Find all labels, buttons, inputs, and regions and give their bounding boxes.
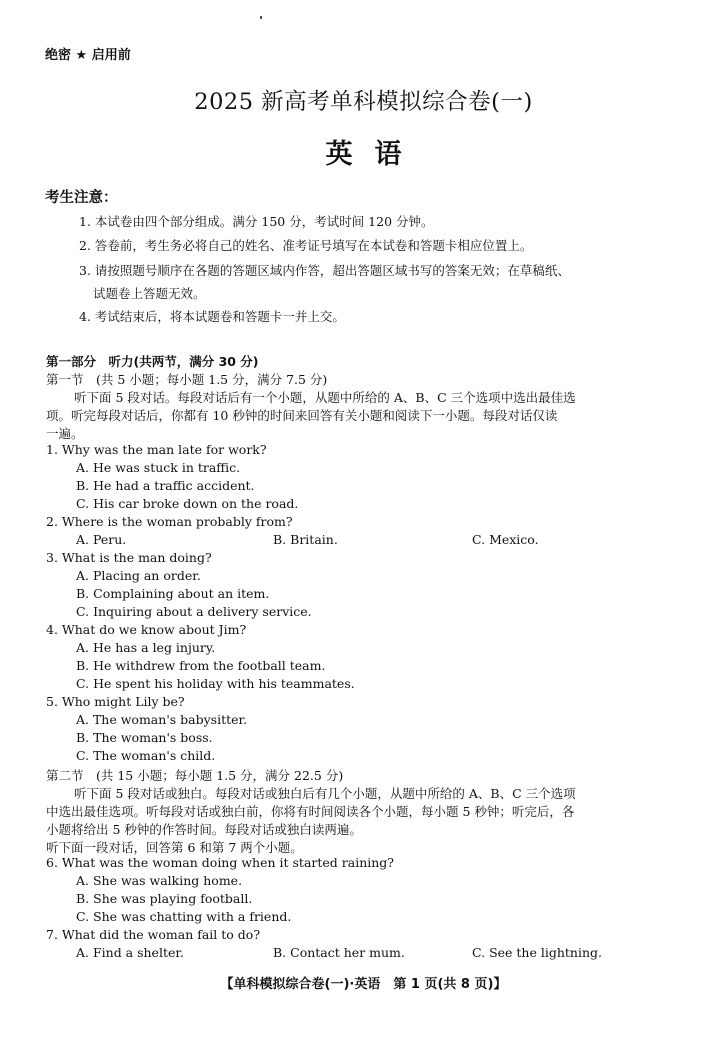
option: B. Complaining about an item. (76, 586, 270, 601)
option: C. Mexico. (472, 532, 539, 547)
notice-item: 3. 请按照题号顺序在各题的答题区域内作答，超出答题区域书写的答案无效；在草稿纸、 (79, 263, 570, 278)
question: 2. Where is the woman probably from? (46, 514, 293, 529)
section1-instructions: 一遍。 (46, 426, 84, 441)
option: C. See the lightning. (472, 945, 602, 960)
section2-instructions: 听下面 5 段对话或独白。每段对话或独白后有几个小题，从题中所给的 A、B、C 三个选项 (74, 786, 576, 801)
option: A. Find a shelter. (76, 945, 184, 960)
question: 4. What do we know about Jim? (46, 622, 247, 637)
section2-intro: 听下面一段对话，回答第 6 和第 7 两个小题。 (46, 840, 303, 855)
option: A. She was walking home. (76, 873, 243, 888)
question: 5. Who might Lily be? (46, 694, 185, 709)
section2-heading: 第二节 (共 15 小题；每小题 1.5 分，满分 22.5 分) (46, 768, 344, 783)
option: B. He withdrew from the football team. (76, 658, 326, 673)
option: B. She was playing football. (76, 891, 253, 906)
notice-item: 4. 考试结束后，将本试题卷和答题卡一并上交。 (79, 309, 345, 324)
option: A. Peru. (76, 532, 127, 547)
option: A. He was stuck in traffic. (76, 460, 241, 475)
notice-item: 试题卷上答题无效。 (93, 286, 206, 301)
notice-heading: 考生注意： (45, 190, 118, 206)
subject-title: 英语 (325, 139, 424, 170)
option: C. He spent his holiday with his teammates. (76, 676, 355, 691)
option: B. The woman's boss. (76, 730, 213, 745)
question: 7. What did the woman fail to do? (46, 927, 261, 942)
scan-mark (260, 16, 262, 19)
confidential-label: 绝密 ★ 启用前 (45, 48, 131, 63)
option: A. The woman's babysitter. (76, 712, 248, 727)
notice-item: 2. 答卷前，考生务必将自己的姓名、准考证号填写在本试卷和答题卡相应位置上。 (79, 238, 533, 253)
option: B. Britain. (273, 532, 338, 547)
exam-title: 2025 新高考单科模拟综合卷(一) (194, 89, 533, 115)
option: C. Inquiring about a delivery service. (76, 604, 312, 619)
question: 6. What was the woman doing when it started raining? (46, 855, 394, 870)
option: C. The woman's child. (76, 748, 216, 763)
part1-heading: 第一部分 听力(共两节，满分 30 分) (46, 354, 259, 369)
section1-heading: 第一节 (共 5 小题；每小题 1.5 分，满分 7.5 分) (46, 372, 328, 387)
option: A. Placing an order. (76, 568, 201, 583)
section1-instructions: 听下面 5 段对话。每段对话后有一个小题，从题中所给的 A、B、C 三个选项中选出最佳选 (74, 390, 576, 405)
notice-item: 1. 本试卷由四个部分组成。满分 150 分，考试时间 120 分钟。 (79, 214, 434, 229)
option: C. His car broke down on the road. (76, 496, 299, 511)
option: B. He had a traffic accident. (76, 478, 255, 493)
section1-instructions: 项。听完每段对话后，你都有 10 秒钟的时间来回答有关小题和阅读下一小题。每段对话仅读 (46, 408, 558, 423)
question: 3. What is the man doing? (46, 550, 212, 565)
page-footer: 【单科模拟综合卷(一)·英语 第 1 页(共 8 页)】 (220, 977, 507, 992)
section2-instructions: 中选出最佳选项。听每段对话或独白前，你将有时间阅读各个小题，每小题 5 秒钟；听完后，各 (46, 804, 575, 819)
section2-instructions: 小题将给出 5 秒钟的作答时间。每段对话或独白读两遍。 (46, 822, 362, 837)
option: C. She was chatting with a friend. (76, 909, 292, 924)
option: A. He has a leg injury. (76, 640, 216, 655)
option: B. Contact her mum. (273, 945, 405, 960)
question: 1. Why was the man late for work? (46, 442, 267, 457)
